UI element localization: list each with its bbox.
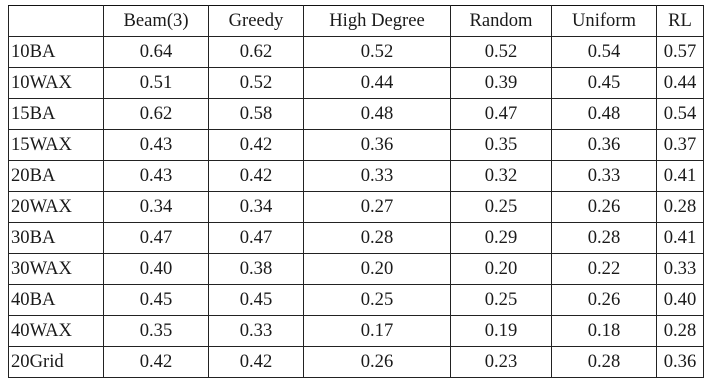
value-cell: 0.23: [451, 347, 552, 378]
table-header-row: [9, 6, 704, 37]
value-cell: 0.45: [209, 285, 304, 316]
value-cell: 0.35: [104, 316, 209, 347]
value-cell: 0.28: [552, 347, 657, 378]
header-corner-cell: [9, 6, 104, 37]
value-cell: 0.32: [451, 161, 552, 192]
value-cell: 0.28: [552, 223, 657, 254]
value-cell: 0.48: [552, 99, 657, 130]
row-label-cell: 10BA: [9, 37, 104, 68]
value-cell: 0.41: [657, 161, 704, 192]
value-cell: 0.44: [304, 68, 451, 99]
value-cell: 0.45: [104, 285, 209, 316]
value-cell: 0.45: [552, 68, 657, 99]
value-cell: 0.51: [104, 68, 209, 99]
value-cell: 0.37: [657, 130, 704, 161]
row-label-cell: 40WAX: [9, 316, 104, 347]
results-table-container: [8, 5, 704, 378]
table-row: [9, 130, 704, 161]
value-cell: 0.52: [451, 37, 552, 68]
value-cell: 0.33: [209, 316, 304, 347]
table-row: [9, 37, 704, 68]
row-label-cell: 40BA: [9, 285, 104, 316]
value-cell: 0.40: [104, 254, 209, 285]
header-rl: RL: [657, 6, 704, 37]
row-label-cell: 15BA: [9, 99, 104, 130]
header-beam3: Beam(3): [104, 6, 209, 37]
row-label-cell: 20BA: [9, 161, 104, 192]
table-row: [9, 192, 704, 223]
value-cell: 0.25: [451, 192, 552, 223]
value-cell: 0.26: [552, 285, 657, 316]
value-cell: 0.43: [104, 130, 209, 161]
value-cell: 0.42: [209, 161, 304, 192]
value-cell: 0.20: [304, 254, 451, 285]
table-row: [9, 285, 704, 316]
table-row: [9, 254, 704, 285]
table-row: [9, 316, 704, 347]
value-cell: 0.44: [657, 68, 704, 99]
value-cell: 0.25: [304, 285, 451, 316]
value-cell: 0.52: [304, 37, 451, 68]
value-cell: 0.62: [209, 37, 304, 68]
value-cell: 0.28: [304, 223, 451, 254]
table-row: [9, 223, 704, 254]
value-cell: 0.38: [209, 254, 304, 285]
value-cell: 0.42: [209, 130, 304, 161]
value-cell: 0.36: [552, 130, 657, 161]
value-cell: 0.58: [209, 99, 304, 130]
value-cell: 0.26: [552, 192, 657, 223]
value-cell: 0.42: [209, 347, 304, 378]
header-uniform: Uniform: [552, 6, 657, 37]
value-cell: 0.33: [657, 254, 704, 285]
row-label-cell: 20WAX: [9, 192, 104, 223]
row-label-cell: 30WAX: [9, 254, 104, 285]
value-cell: 0.48: [304, 99, 451, 130]
value-cell: 0.26: [304, 347, 451, 378]
table-body: [9, 37, 704, 378]
value-cell: 0.29: [451, 223, 552, 254]
value-cell: 0.47: [209, 223, 304, 254]
value-cell: 0.47: [451, 99, 552, 130]
value-cell: 0.54: [657, 99, 704, 130]
header-high-degree: High Degree: [304, 6, 451, 37]
row-label-cell: 10WAX: [9, 68, 104, 99]
value-cell: 0.36: [657, 347, 704, 378]
value-cell: 0.27: [304, 192, 451, 223]
value-cell: 0.17: [304, 316, 451, 347]
value-cell: 0.18: [552, 316, 657, 347]
value-cell: 0.33: [304, 161, 451, 192]
table-row: [9, 99, 704, 130]
table-row: [9, 347, 704, 378]
value-cell: 0.34: [104, 192, 209, 223]
row-label-cell: 30BA: [9, 223, 104, 254]
value-cell: 0.62: [104, 99, 209, 130]
value-cell: 0.39: [451, 68, 552, 99]
header-random: Random: [451, 6, 552, 37]
row-label-cell: 20Grid: [9, 347, 104, 378]
table-row: [9, 68, 704, 99]
value-cell: 0.47: [104, 223, 209, 254]
value-cell: 0.43: [104, 161, 209, 192]
value-cell: 0.25: [451, 285, 552, 316]
row-label-cell: 15WAX: [9, 130, 104, 161]
value-cell: 0.54: [552, 37, 657, 68]
value-cell: 0.64: [104, 37, 209, 68]
value-cell: 0.36: [304, 130, 451, 161]
table-row: [9, 161, 704, 192]
value-cell: 0.20: [451, 254, 552, 285]
value-cell: 0.33: [552, 161, 657, 192]
value-cell: 0.34: [209, 192, 304, 223]
results-table: [8, 5, 704, 378]
value-cell: 0.40: [657, 285, 704, 316]
value-cell: 0.28: [657, 316, 704, 347]
value-cell: 0.42: [104, 347, 209, 378]
value-cell: 0.57: [657, 37, 704, 68]
value-cell: 0.22: [552, 254, 657, 285]
value-cell: 0.52: [209, 68, 304, 99]
value-cell: 0.19: [451, 316, 552, 347]
value-cell: 0.35: [451, 130, 552, 161]
header-greedy: Greedy: [209, 6, 304, 37]
value-cell: 0.28: [657, 192, 704, 223]
value-cell: 0.41: [657, 223, 704, 254]
